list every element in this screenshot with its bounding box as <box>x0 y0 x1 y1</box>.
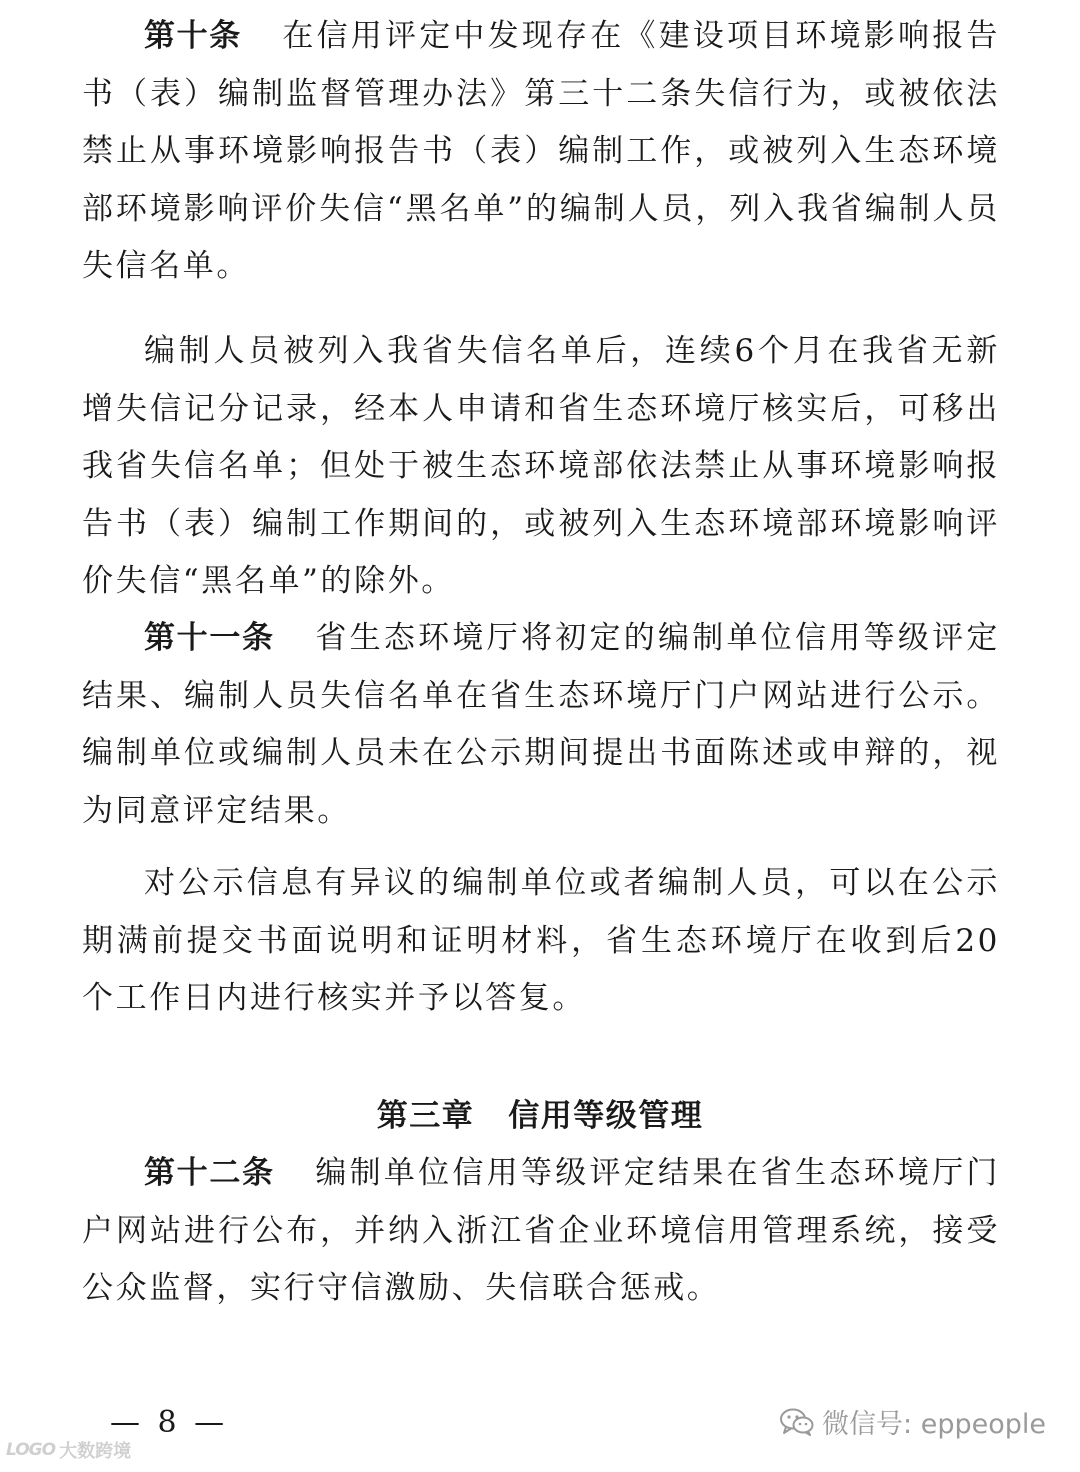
chapter-title: 信用等级管理 <box>508 1098 704 1134</box>
article-12-text: 编制单位信用等级评定结果在省生态环境厅门户网站进行公布，并纳入浙江省企业环境信用管理系统，接受公众监督，实行守信激励、失信联合惩戒。 <box>82 1155 1001 1306</box>
article-12-paragraph <box>82 1145 1000 1318</box>
paragraph-delisting: 编制人员被列入我省失信名单后，连续6个月在我省无新增失信记分记录，经本人申请和省生态环境厅核实后，可移出我省失信名单；但处于被生态环境部依法禁止从事环境影响报告书（表）编制工作期间的，或被列入生态环境部环境影响评价失信“黑名单”的除外。 <box>82 333 1000 599</box>
wechat-icon <box>780 1408 814 1436</box>
chapter-heading <box>0 1088 1080 1144</box>
watermark-left <box>6 1437 131 1463</box>
watermark-left-text: 大数跨境 <box>59 1441 132 1462</box>
article-10-paragraph <box>82 8 1000 296</box>
article-12-label: 第十二条 <box>144 1155 275 1191</box>
watermark-right-text: 微信号: eppeople <box>822 1409 1046 1440</box>
page-number: — 8 — <box>110 1405 229 1440</box>
watermark-right <box>780 1402 1046 1441</box>
chapter-number: 第三章 <box>376 1098 475 1134</box>
article-11-paragraph <box>82 610 1000 840</box>
article-10-label: 第十条 <box>144 18 242 54</box>
article-10-text: 在信用评定中发现存在《建设项目环境影响报告书（表）编制监督管理办法》第三十二条失信行为，或被依法禁止从事环境影响报告书（表）编制工作，或被列入生态环境部环境影响评价失信“黑名单”的编制人员，列入我省编制人员失信名单。 <box>82 18 1001 284</box>
article-11-label: 第十一条 <box>144 620 275 656</box>
watermark-logo: LOGO <box>6 1440 56 1460</box>
article-11-text: 省生态环境厅将初定的编制单位信用等级评定结果、编制人员失信名单在省生态环境厅门户网站进行公示。编制单位或编制人员未在公示期间提出书面陈述或申辩的，视为同意评定结果。 <box>82 620 1001 829</box>
paragraph-objection: 对公示信息有异议的编制单位或者编制人员，可以在公示期满前提交书面说明和证明材料，省生态环境厅在收到后20个工作日内进行核实并予以答复。 <box>82 865 1000 1016</box>
